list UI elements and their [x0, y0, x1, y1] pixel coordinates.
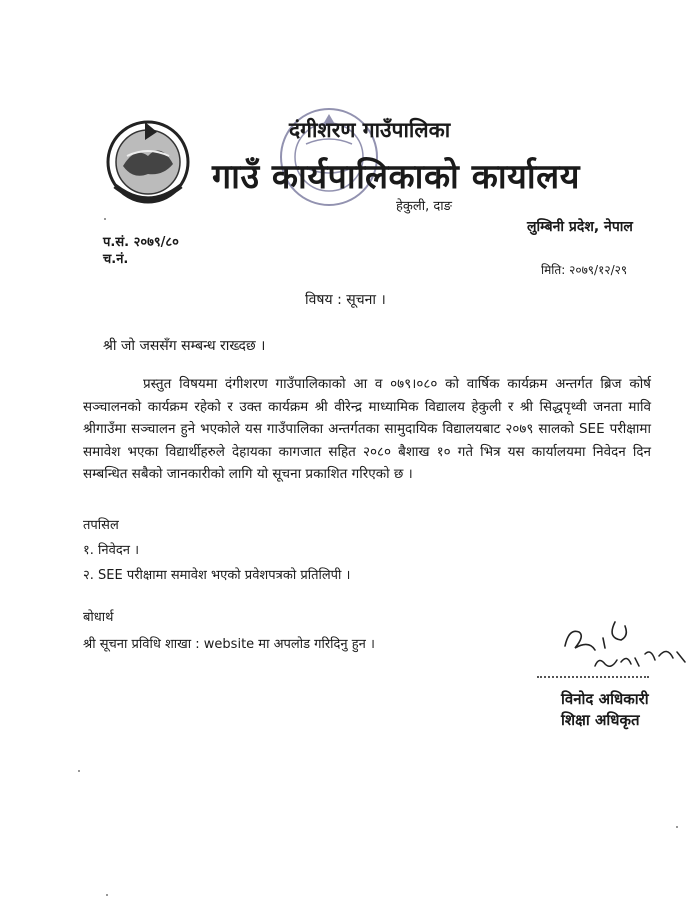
dispatch-number: च.नं. — [103, 252, 129, 267]
salutation: श्री जो जससँग सम्बन्ध राख्दछ । — [103, 338, 266, 354]
annex-item: २. SEE परीक्षामा समावेश भएको प्रवेशपत्रको प्रतिलिपी । — [83, 568, 351, 583]
cc-heading: बोधार्थ — [83, 610, 114, 625]
body-paragraph: प्रस्तुत विषयमा दंगीशरण गाउँपालिकाको आ व ०७९।०८० को वार्षिक कार्यक्रम अन्तर्गत ब्रिज कोर्ष सञ्चालनको कार्यक्रम रहेको र उक्त कार्यक्रम श्री वीरेन्द्र माध्यामिक विद्यालय हेकुली र श्री सिद्धपृथ्वी जनता मावि श्रीगाउँमा सञ्चालन हुने भएकोले यस गाउँपालिका अन्तर्गतका सामुदायिक विद्यालयबाट २०७९ सालको SEE परीक्षामा समावेश भएका विद्यार्थीहरुले देहायका कागजात सहित २०८० बैशाख १० गते भित्र यस कार्यालयमा निवेदन दिन सम्बन्धित सबैको जानकारीको लागि यो सूचना प्रकाशित गरिएको छ । — [83, 376, 651, 483]
scan-speck — [676, 826, 678, 828]
subject-line: विषय : सूचना । — [305, 292, 386, 308]
office-name: गाउँ कार्यपालिकाको कार्यालय — [212, 157, 580, 197]
address-province: लुम्बिनी प्रदेश, नेपाल — [527, 219, 633, 235]
signer-name: विनोद अधिकारी — [561, 690, 649, 708]
cc-line: श्री सूचना प्रविधि शाखा : website मा अपलोड गरिदिनु हुन । — [83, 637, 375, 652]
letter-date: मिति: २०७९/१२/२९ — [541, 263, 628, 277]
signer-title: शिक्षा अधिकृत — [561, 711, 640, 729]
org-name: दंगीशरण गाउँपालिका — [289, 118, 451, 142]
nepal-emblem-icon — [105, 116, 191, 208]
signature-line — [537, 676, 649, 678]
letter-number: प.सं. २०७९/८० — [103, 235, 179, 250]
scan-speck — [78, 770, 80, 772]
scan-speck — [106, 894, 108, 896]
scan-speck — [104, 218, 106, 220]
annex-heading: तपसिल — [83, 518, 119, 533]
annex-item: १. निवेदन । — [83, 543, 140, 558]
signature-icon — [555, 618, 695, 678]
address-local: हेकुली, दाङ — [396, 199, 452, 214]
